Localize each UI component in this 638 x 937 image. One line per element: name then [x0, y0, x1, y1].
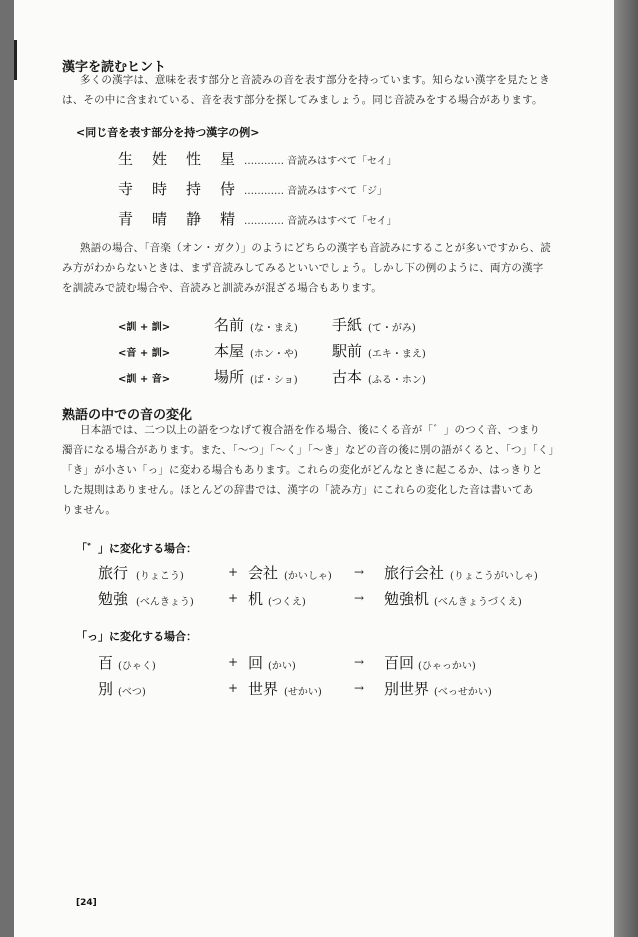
- word: 旅行: [98, 564, 129, 582]
- change-row: [14, 562, 614, 586]
- plus-sign: +: [228, 681, 239, 695]
- section-title-sound-change: 熟語の中での音の変化: [62, 408, 193, 423]
- paragraph-line: 多くの漢字は、意味を表す部分と音読みの音を表す部分を持っています。知らない漢字を見たとき: [80, 74, 550, 86]
- example-note: ………… 音読みはすべて「セイ」: [244, 156, 397, 167]
- example-note: ………… 音読みはすべて「ジ」: [244, 186, 387, 197]
- word: 旅行会社: [384, 564, 445, 582]
- combo-row: [14, 314, 614, 338]
- paragraph-line: りません。: [62, 504, 117, 516]
- word: 場所: [214, 368, 245, 386]
- example-row: [14, 208, 614, 232]
- kanji: 性: [186, 150, 202, 168]
- reading: (りょこうがいしゃ): [450, 571, 538, 582]
- kanji: 生: [118, 150, 134, 168]
- kanji: 晴: [152, 210, 168, 228]
- word: 回: [248, 654, 264, 672]
- example-row: [14, 178, 614, 202]
- case1-heading: 「゛」に変化する場合：: [76, 542, 197, 555]
- reading: (ひゃく): [118, 661, 156, 672]
- word: 百: [98, 654, 114, 672]
- word: 名前: [214, 316, 245, 334]
- plus-sign: +: [228, 655, 239, 669]
- example-note: ………… 音読みはすべて「セイ」: [244, 216, 397, 227]
- reading: (て・がみ): [368, 323, 416, 334]
- word: 机: [248, 590, 264, 608]
- kanji: 姓: [152, 150, 168, 168]
- reading: (りょこう): [136, 571, 184, 582]
- word: 本屋: [214, 342, 245, 360]
- page: [14, 0, 614, 937]
- word: 世界: [248, 680, 279, 698]
- section-title-hints: 漢字を読むヒント: [62, 60, 167, 75]
- reading: (ば・ショ): [250, 375, 298, 386]
- combo-tag: <訓 + 音>: [118, 374, 171, 385]
- page-shadow: [614, 0, 638, 937]
- reading: (べんきょう): [136, 597, 194, 608]
- word: 駅前: [332, 342, 363, 360]
- kanji: 時: [152, 180, 168, 198]
- combo-tag: <訓 + 訓>: [118, 322, 171, 333]
- change-row: [14, 652, 614, 676]
- reading: (ホン・や): [250, 349, 298, 360]
- reading: (せかい): [284, 687, 322, 698]
- reading: (ひゃっかい): [418, 661, 476, 672]
- plus-sign: +: [228, 591, 239, 605]
- kanji: 侍: [220, 180, 236, 198]
- word: 古本: [332, 368, 363, 386]
- kanji: 寺: [118, 180, 134, 198]
- paragraph-line: 濁音になる場合があります。また、「〜つ」「〜く」「〜き」などの音の後に別の語がくると、「つ」「く」: [62, 444, 560, 456]
- change-row: [14, 588, 614, 612]
- word: 別世界: [384, 680, 430, 698]
- reading: (つくえ): [268, 597, 306, 608]
- page-number: [24]: [76, 898, 97, 908]
- paragraph-line: 「き」が小さい「っ」に変わる場合もあります。これらの変化がどんなときに起こるか、はっきりと: [62, 464, 543, 476]
- reading: (べつ): [118, 687, 146, 698]
- binding-edge: [14, 40, 17, 80]
- change-row: [14, 678, 614, 702]
- paragraph-line: は、その中に含まれている、音を表す部分を探してみましょう。同じ音読みをする場合があります。: [62, 94, 543, 106]
- reading: (かい): [268, 661, 296, 672]
- word: 別: [98, 680, 114, 698]
- case2-heading: 「っ」に変化する場合：: [76, 630, 197, 643]
- paragraph-line: み方がわからないときは、まず音読みしてみるといいでしょう。しかし下の例のように、両方の漢字: [62, 262, 544, 274]
- plus-sign: +: [228, 565, 239, 579]
- arrow-icon: →: [354, 591, 365, 605]
- word: 手紙: [332, 316, 363, 334]
- paragraph-line: した規則はありません。ほとんどの辞書では、漢字の「読み方」にこれらの変化した音は書いてあ: [62, 484, 534, 496]
- arrow-icon: →: [354, 565, 365, 579]
- reading: (べんきょうづくえ): [434, 597, 522, 608]
- paragraph-line: を訓読みで読む場合や、音読みと訓読みが混ざる場合もあります。: [62, 282, 382, 294]
- arrow-icon: →: [354, 655, 365, 669]
- combo-row: [14, 340, 614, 364]
- word: 百回: [384, 654, 415, 672]
- reading: (な・まえ): [250, 323, 298, 334]
- paragraph-line: 熟語の場合、「音楽（オン・ガク）」のようにどちらの漢字も音読みにすることが多いですから、読: [80, 242, 551, 254]
- reading: (かいしゃ): [284, 571, 332, 582]
- word: 勉強机: [384, 590, 430, 608]
- paragraph-line: 日本語では、二つ以上の語をつなげて複合語を作る場合、後にくる音が「゛」のつく音、つまり: [80, 424, 541, 436]
- word: 勉強: [98, 590, 129, 608]
- arrow-icon: →: [354, 681, 365, 695]
- example-heading: <同じ音を表す部分を持つ漢字の例>: [76, 126, 260, 139]
- reading: (エキ・まえ): [368, 349, 426, 360]
- kanji: 星: [220, 150, 236, 168]
- reading: (べっせかい): [434, 687, 492, 698]
- kanji: 精: [220, 210, 236, 228]
- word: 会社: [248, 564, 279, 582]
- kanji: 持: [186, 180, 202, 198]
- kanji: 青: [118, 210, 134, 228]
- example-row: [14, 148, 614, 172]
- kanji: 静: [186, 210, 202, 228]
- combo-tag: <音 + 訓>: [118, 348, 171, 359]
- reading: (ふる・ホン): [368, 375, 426, 386]
- combo-row: [14, 366, 614, 390]
